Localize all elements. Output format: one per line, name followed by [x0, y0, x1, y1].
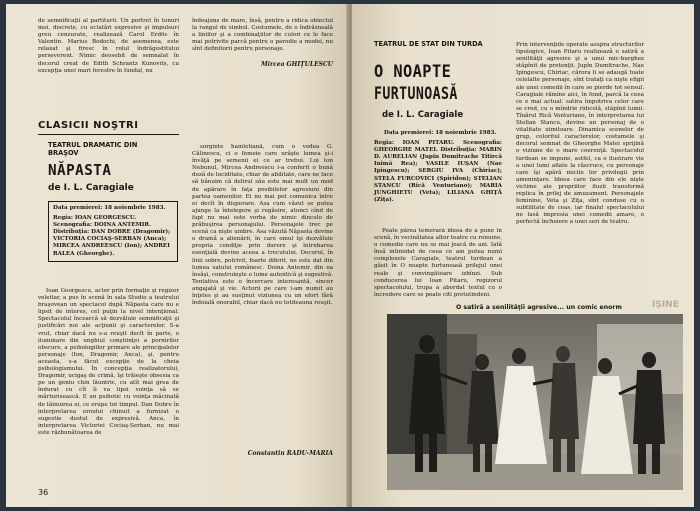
- left-page: [6, 4, 348, 507]
- partial-heading: IŞINE: [652, 300, 679, 310]
- stage-photo: [387, 314, 683, 490]
- section-title: CLASICII NOŞTRI: [38, 120, 139, 131]
- left-article-column-1: Ioan Georgescu, actor prin formaţie şi regizor veleitar, a pus în scenă în sala Studio a teatrului braşovean un spectacol după Năpasta care nu e lipsit de interes, cel puţin la nivel intenţional. Spectacolul încearcă să dezvăluie semnificaţii şi justificări noi ale acţiunii şi caracterelor. S-a vrut, chiar dacă nu s-a reuşit decît în parte, o iluminare din unghiul conştiinţei a pornirilor obscure, a psihologiilor primare ale principalelor personaje (Ion, Dragomir, Anca), şi, pentru aceasta, s-a făcut excepţie de la cheia psihologismului. În concepţia realizatorului, Dragomir, ucigaş de crimă, îşi trăieşte obsesia ca pe un geniu chin lăuntric, cu atît mai grea de îndurat cu cît îi va lipsi voinţa să se mărturisească. E un psihotic cu voinţa măcinată de tăinuirea ei, ce erupe tot timpul. Dan Dobre în interpretarea eroului chinuit a furnizat o sugestie destul de expresivă. Anca, în interpretarea Victoriei Cociaş-Serban, nu mai este răzbunătoarea de: [38, 288, 179, 436]
- premiere-date-right: Data premierei: 18 noiembrie 1983.: [384, 130, 497, 136]
- credits-box: [48, 201, 178, 262]
- theater-name-right: TEATRUL DE STAT DIN TURDA: [374, 40, 483, 48]
- credits-block-right: [374, 130, 502, 204]
- section-rule: [38, 134, 179, 135]
- play-author-right: de I. L. Caragiale: [382, 110, 464, 120]
- play-title: NĂPASTA: [48, 161, 112, 179]
- page-number: 36: [38, 488, 49, 497]
- left-top-column-1: de semnificaţii al partiturii. Un portret în tonuri moi, discrete, cu eclatări expresive şi impulsuri greu cenzurate, realizează Carol Erdös în Valentin. Marius Bodochi, de asemenea, este relaxat şi firesc în rolul îndrăgostitului perseverent. Nimic deosebit de semnalat în decorul creat de Edith Schrantz Kunovits, cu excepţia unei mari ferestre în fundal, nu: [38, 18, 179, 74]
- credits-text-right: Regia: IOAN PITARU. Scenografia: GHEORGHE MATEI. Distribuţia: MARIN D. AURELIAN (Jupîn Dumitrache Titircă Inimă Rea); VASILE IUŞAN (Nae Ipingescu); SERGIU IVA (Chiriac); STELA FURCOVICI (Spiridon); STELIAN STANCU (Rică Venturiano); MARIA JUNGHIETU (Veta); LILIANA GHIŢĂ (Ziţa).: [374, 140, 502, 203]
- theater-name: TEATRUL DRAMATIC DIN BRAŞOV: [48, 141, 138, 157]
- article-signature: Constantin RADU-MARIA: [247, 450, 333, 457]
- photo-caption: O satiră a senilităţii agresive... un comic enorm: [456, 304, 622, 311]
- credits-text: Regia: IOAN GEORGESCU. Scenografia: DOINA ANTEMIR. Distribuţia: DAN DOBRE (Dragomir); VICTORIA COCIAŞ-SERBAN (Anca); MIRCEA ANDREESCU (Ion); ANDREI RALEA (Gheorghe).: [53, 215, 171, 257]
- left-top-column-2: îndeajuns de mare, însă, pentru a ridica obiectul la rangul de simbol. Costumele, de o îndrăzneală a liniilor şi a combinaţiilor de culori ce le face mai potrivite parcă pentru o parodie a modei, nu sînt definitorii pentru personaje. Mircea GHIŢULESCU: [192, 18, 333, 69]
- top-signature: Mircea GHIŢULESCU: [261, 61, 333, 69]
- magazine-spread: [6, 4, 694, 507]
- premiere-date: Data premierei: 18 noiembrie 1983.: [53, 205, 166, 211]
- left-article-column-2: sorginte hamletiană, cum o vedea G. Călinescu, ci o femeie care urăşte lumea şi-i învăţă pe semenii ei ce ar trebui. Lui Ion Nebunul, Mircea Andreescu i-a conferit o bună dozã de luciditate, chiar de abilitate, care ne face să bănuim că delirul său este mai mult un mod de apărare în faţa posibilelor agresiuni din partea oamenilor. Ei nu mai pot comunica între ei decît în disperare. Asa cum văzut se putea ajunge la întelegere şi regăsire, atunci cînd de fapt nu mai este vorba de nimic dincolo de prăbuşirea personajului. Personajele trec pe scenă ca nişte umbre. Asa văzută Năpasta devine o dramă a alienării, în care omul îşi dezvăluie propria condiţie prin durere şi întrebarea esenţială devine aceea a trecutului. Decorul, în linii sobre, potrivit, foarte diferit, ne este dat din lumea satului românesc. Doina Antemir, din ea însăşi, construieşte o lume autentică şi sugestivă. Tentativa este o încercare interesantă, sincer angajată şi vie. Actorii pe care i-am numit au înţeles şi au susţinut viziunea cu un efort fără îndoială onorabil, chiar dacă nu totdeauna reuşit.: [192, 144, 333, 307]
- play-title-line1: O NOAPTE: [374, 62, 452, 82]
- right-article-column-2: Prin intervenţiile operate asupra structurilor tipologice, Ioan Pitaru realizează o satiră a senilităţii agresive şi a unui mic-burghez stăpînit de pretenţii. Jupîn Dumitrache, Nae Ipingescu, Chiriac, cărora li se adaugă toate celelalte personaje, sînt trataţi ca nişte efigii ale unei comedii în care se pierde tot sensul. Caragiale rămîne aici, în fond, parcă la ceea ce e mai actual: satira împotriva celor care se cred, cu o mîndrie ridicolă, stăpînii lumii. Tînărul Rică Venturiano, în interpretarea lui Stelian Stancu, devine un personaj de o vitalitate uimitoare. Dinamica scenelor de grup, coloritul caracterelor, costumele şi decorul semnat de Gheorghe Matei sprijină o viziune de o mare coerenţă. Spectacolul turdean se impune, astfel, ca o ilustrare vie a unei lumi aflate la răscruce, cu personaje care îşi apără micile lor privilegii prin ameninţare. Ideea care face din ele nişte victime ale propriilor iluzii transformă replica în prilej de amuzament. Personajele feminine, Veta şi Ziţa, sînt conduse cu o subtilitate de ceas, iar finalul spectacolului ne lasă impresia unei comedii amare, o perfectă încheiere a unei seri de teatru.: [516, 42, 644, 226]
- right-article-column-1: Poate părea temerară ideea de a pune în scenă, în vecinătatea altor teatre cu renume, o comedie care nu se mai joacă de ani. Iată însă intimidat de ceea ce am putea numi complexele Caragiale, teatrul turdean a găsit în O noapte furtunoasă prilejul unei reale şi convingătoare izbînzi. Sub conducerea lui Ioan Pitaru, regizorul spectacolului, trupa a abordat textul cu o încredere care se poate citi pretutindeni.: [374, 228, 502, 298]
- play-title-line2: FURTUNOASĂ: [374, 84, 458, 104]
- play-author: de I. L. Caragiale: [48, 183, 134, 193]
- stage-photo-image: [387, 314, 683, 490]
- right-page: [352, 4, 694, 507]
